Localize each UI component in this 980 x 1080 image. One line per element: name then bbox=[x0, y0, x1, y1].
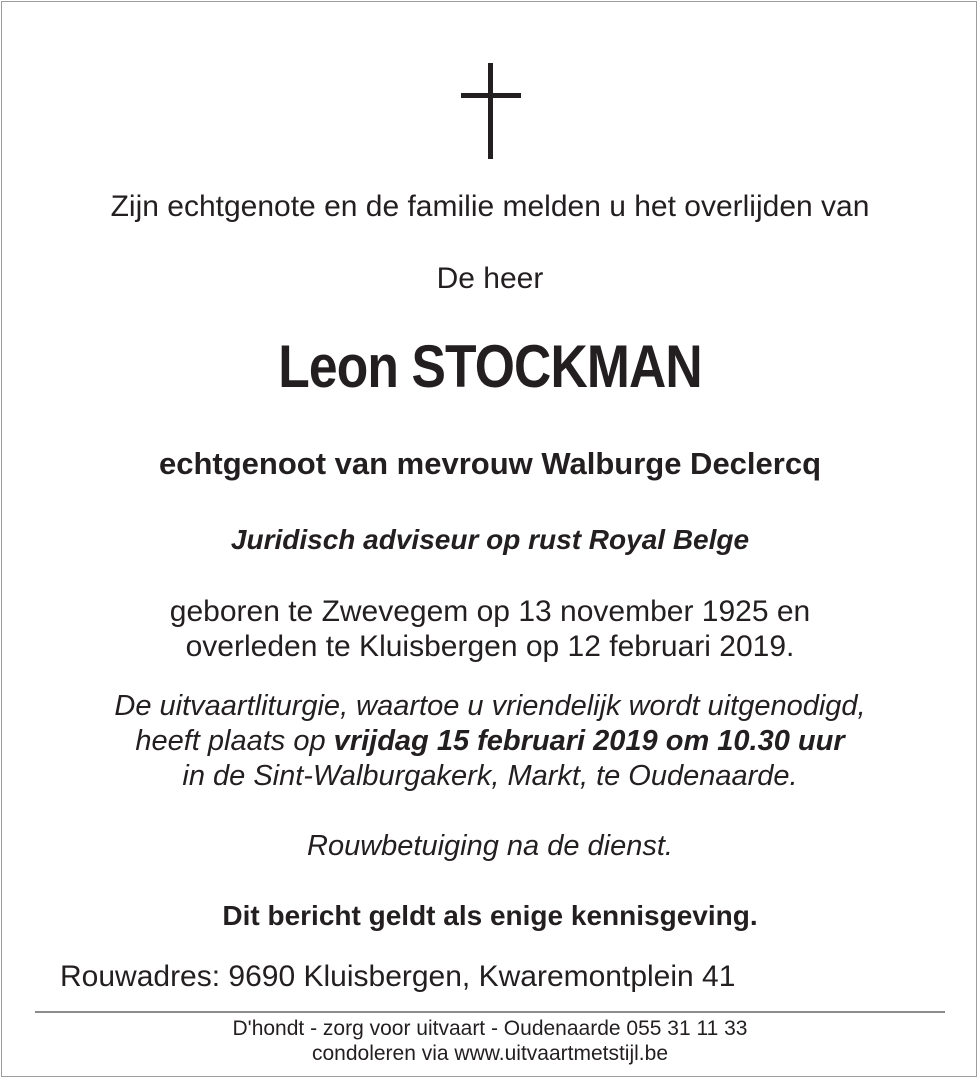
mourning-address: Rouwadres: 9690 Kluisbergen, Kwaremontplein 41 bbox=[60, 960, 736, 993]
condolence-line: Rouwbetuiging na de dienst. bbox=[307, 830, 673, 862]
profession-line: Juridisch adviseur op rust Royal Belge bbox=[230, 524, 750, 555]
funeral-location-line: in de Sint-Walburgakerk, Markt, te Oudenaarde. bbox=[182, 760, 798, 792]
death-line: overleden te Kluisbergen op 12 februari 2019. bbox=[185, 630, 795, 663]
spouse-line: echtgenoot van mevrouw Walburge Declercq bbox=[158, 446, 822, 481]
condolence-website-line: condoleren via www.uitvaartmetstijl.be bbox=[312, 1042, 668, 1065]
title-prefix: De heer bbox=[436, 262, 544, 295]
cross-icon bbox=[461, 63, 521, 159]
funeral-date-prefix: heeft plaats op bbox=[135, 725, 334, 757]
birth-line: geboren te Zwevegem op 13 november 1925 en bbox=[169, 595, 811, 628]
footer-divider bbox=[35, 1011, 945, 1013]
only-notice-line: Dit bericht geldt als enige kennisgeving. bbox=[222, 900, 758, 931]
funeral-invitation-line: De uitvaartliturgie, waartoe u vriendelijk wordt uitgenodigd, bbox=[114, 690, 866, 722]
funeral-date-time: vrijdag 15 februari 2019 om 10.30 uur bbox=[333, 725, 845, 757]
cross-vertical-bar bbox=[488, 63, 493, 159]
funeral-home-line: D'hondt - zorg voor uitvaart - Oudenaarde 055 31 11 33 bbox=[232, 1017, 748, 1040]
cross-horizontal-bar bbox=[461, 93, 521, 98]
intro-text: Zijn echtgenote en de familie melden u het overlijden van bbox=[110, 190, 870, 223]
funeral-date-line bbox=[0, 725, 980, 758]
deceased-name: Leon STOCKMAN bbox=[278, 333, 702, 400]
